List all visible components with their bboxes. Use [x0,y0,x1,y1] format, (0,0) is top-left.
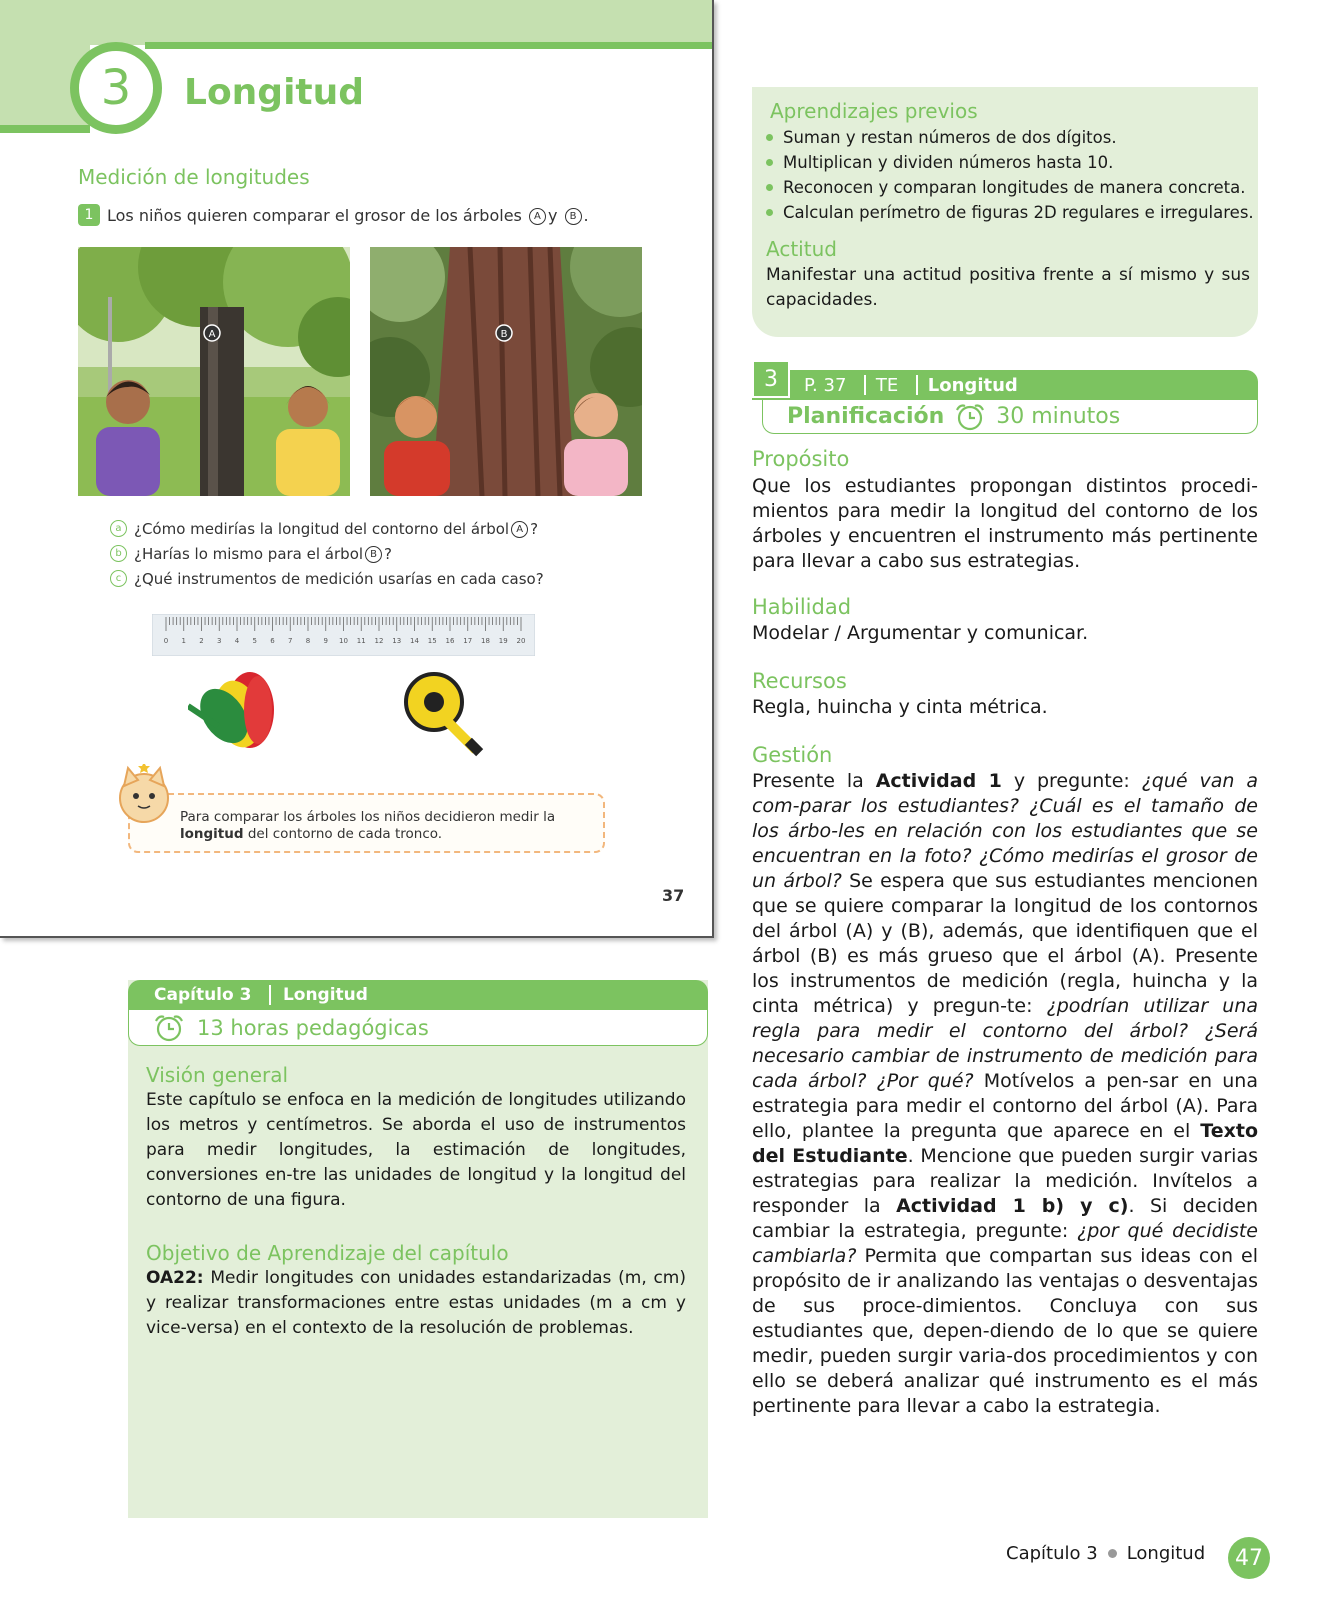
text-segment: Motívelos a pen-sar en una estrategia para medir el contorno del árbol (A). Para ello, plantee la pregunta que aparece en el [752,1070,1258,1142]
prior-learning-title: Aprendizajes previos [770,99,978,123]
ruler-number: 12 [374,637,384,645]
sub-question-c [110,566,544,591]
prior-learning-box [752,87,1258,337]
activity-question [78,204,589,226]
planning-duration: 30 minutos [996,404,1121,429]
tape-measure-image [400,662,486,762]
attitude-text: Manifestar una actitud positiva frente a sí mismo y sus capacidades. [766,265,1250,310]
alarm-clock-icon [153,1014,185,1042]
page-footer [1006,1543,1205,1564]
ruler-number: 2 [199,637,204,645]
ruler-number: 7 [288,637,293,645]
footer-title: Longitud [1126,1543,1206,1564]
page-number-badge: 47 [1228,1537,1270,1579]
chapter-number-circle: 3 [70,42,162,134]
sub-question-text: ¿Qué instrumentos de medición usarías en cada caso? [134,569,544,588]
planning-header [752,360,1258,434]
ruler-number: 9 [323,637,328,645]
list-item: Multiplican y dividen números hasta 10. [766,150,1254,175]
ruler-number: 0 [163,637,169,645]
top-band [0,0,712,45]
sub-question-before: ¿Cómo medirías la longitud del contorno del árbol [134,519,510,538]
management-title: Gestión [752,743,833,767]
sub-question-letter: c [110,570,127,587]
text-segment-italic: ¿podrían utilizar una regla para medir el contorno del árbol? ¿Será necesario cambiar de instrumento de medición para cada árbol? ¿Por qué? [752,995,1259,1092]
planning-duration-row [762,400,1258,434]
sub-question-before: ¿Harías lo mismo para el árbol [134,544,364,563]
ruler-number: 4 [234,637,240,645]
management-text [752,769,1258,1419]
header-separator [269,985,271,1005]
tree-a-label: A [511,521,528,538]
speech-text-end: del contorno de cada tronco. [247,826,443,842]
svg-text:B: B [500,329,508,340]
sub-question-after: ? [530,519,539,538]
header-separator [864,375,866,395]
ruler-number: 5 [252,637,257,645]
resources-title: Recursos [752,669,847,693]
chapter-overview-box [128,980,708,1518]
te-label: TE [875,374,899,396]
prior-learning-list [766,125,1254,225]
activity-number-badge: 1 [78,204,100,226]
left-band-line [0,125,90,133]
text-segment-bold: Actividad 1 [875,770,1002,792]
sub-question-a [110,516,544,541]
objective-code: OA22: [146,1268,204,1288]
planning-bar [752,370,1258,400]
sub-question-letter: b [110,545,127,562]
alarm-clock-icon [954,403,986,431]
question-text [107,206,589,225]
question-before: Los niños quieren comparar el grosor de los árboles [107,205,522,225]
overview-title: Visión general [146,1063,289,1087]
question-connector: y [547,205,558,225]
tree-a-label: A [529,208,546,225]
speech-text-start: Para comparar los árboles los niños decidieron medir la [180,809,556,825]
chapter-label: Capítulo 3 [154,985,252,1005]
purpose-text: Que los estudiantes propongan distintos procedi-mientos para medir la longitud del contorno de los árboles y encuentren el instrumento más pertinente para llevar a cabo sus estrategias. [752,475,1258,572]
attitude-title: Actitud [766,237,837,261]
overview-text: Este capítulo se enfoca en la medición de longitudes utilizando los metros y centímetros. Se aborda el uso de instrumentos para medir longitudes, la estimación de longitudes, conversiones en-tre las unidades de longitud y la longitud del contorno de una figura. [146,1090,686,1210]
ruler-number: 1 [181,637,186,645]
list-item: Calculan perímetro de figuras 2D regulares e irregulares. [766,200,1254,225]
planning-title: Longitud [927,374,1018,396]
sub-question-letter: a [110,520,127,537]
tree-b-label: B [365,546,382,563]
objective-title: Objetivo de Aprendizaje del capítulo [146,1241,509,1265]
section-subtitle: Medición de longitudes [78,165,310,189]
chapter-box-header [128,980,708,1010]
planning-label: Planificación [787,404,945,429]
chapter-title: Longitud [184,72,365,113]
ruler-number: 10 [339,637,348,645]
svg-text:A: A [208,329,216,340]
ruler-number: 3 [217,637,222,645]
text-segment: Permita que compartan sus ideas con el propósito de ir analizando las ventajas o desventajas de sus proce-dimientos. Concluya con sus estudiantes que, depen-diendo de lo que se quiere medir, pueden surgir varia-dos procedimientos y con ello se deberá analizar qué instrumento es el más pertinente para llevar a cabo la estrategia. [752,1245,1258,1417]
ruler-number: 13 [392,637,402,645]
ruler-number: 11 [356,637,366,645]
list-item: Suman y restan números de dos dígitos. [766,125,1254,150]
ruler-number: 8 [305,637,311,645]
header-separator [916,375,918,395]
text-segment: y pregunte: [1001,770,1142,792]
sub-question-b [110,541,544,566]
sub-question-text [134,520,538,538]
text-segment-italic: ¿qué van a com-parar los estudiantes? ¿Cuál es el tamaño de los árbo-les en relación con los estudiantes que se encuentran en la foto? ¿Cómo medirías el grosor de un árbol? [752,770,1258,892]
tree-b-label: B [565,208,582,225]
objective-text [146,1266,686,1341]
resources-text: Regla, huincha y cinta métrica. [752,696,1048,718]
speech-bubble [128,793,605,853]
purpose-title: Propósito [752,447,850,471]
text-segment: . Si deciden cambiar la estrategia, pregunte: [752,1195,1258,1242]
skill-text: Modelar / Argumentar y comunicar. [752,622,1089,644]
ruler-image [152,614,535,656]
speech-text-bold: longitud [180,826,244,842]
sub-question-after: ? [384,544,393,563]
objective-description: Medir longitudes con unidades estandarizadas (m, cm) y realizar transformaciones entre estas unidades (m a cm y vice-versa) en el contexto de la resolución de problemas. [146,1268,686,1338]
ruler-number: 14 [410,637,419,645]
ruler-number: 15 [427,637,437,645]
measuring-tape-image [188,666,288,756]
skill-title: Habilidad [752,595,852,619]
tree-b-photo [370,247,642,496]
text-segment-bold: Actividad 1 b) y c) [896,1195,1129,1217]
sub-question-text [134,545,392,563]
tree-a-photo [78,247,350,496]
ruler-number: 19 [498,637,508,645]
text-segment: Presente la [752,770,876,792]
text-segment-italic: ¿por qué decidiste cambiarla? [752,1220,1258,1267]
text-segment: . Mencione que pueden surgir varias estrategias para realizar la medición. Invítelos a responder la [752,1145,1258,1217]
text-segment-bold: Texto del Estudiante [752,1120,1258,1167]
ruler-number: 18 [481,637,490,645]
ruler-number: 17 [463,637,473,645]
sub-questions [110,516,544,591]
bullet-dot-icon [1108,1549,1117,1558]
list-item: Reconocen y comparan longitudes de manera concreta. [766,175,1254,200]
question-end: . [583,205,589,225]
footer-chapter: Capítulo 3 [1006,1543,1098,1564]
chapter-box-title: Longitud [282,985,368,1005]
student-page-preview [0,0,714,938]
ruler-number: 6 [270,637,275,645]
text-segment: Se espera que sus estudiantes mencionen que se quiere comparar la longitud de los contornos del árbol (A) y (B), además, que identifiquen que el árbol (B) es más grueso que el árbol (A). Presente los instrumentos de medición (regla, huincha y la cinta métrica) y pregun-te: [752,870,1258,1017]
student-page-number: 37 [662,886,685,905]
ruler-number: 20 [516,637,526,645]
chapter-hours-row [128,1010,708,1046]
top-line [145,42,712,49]
pedagogical-hours: 13 horas pedagógicas [197,1015,429,1040]
planning-number: 3 [752,360,790,398]
ruler-number: 16 [445,637,455,645]
cat-mascot-icon [116,764,172,824]
page-reference: P. 37 [804,374,847,396]
